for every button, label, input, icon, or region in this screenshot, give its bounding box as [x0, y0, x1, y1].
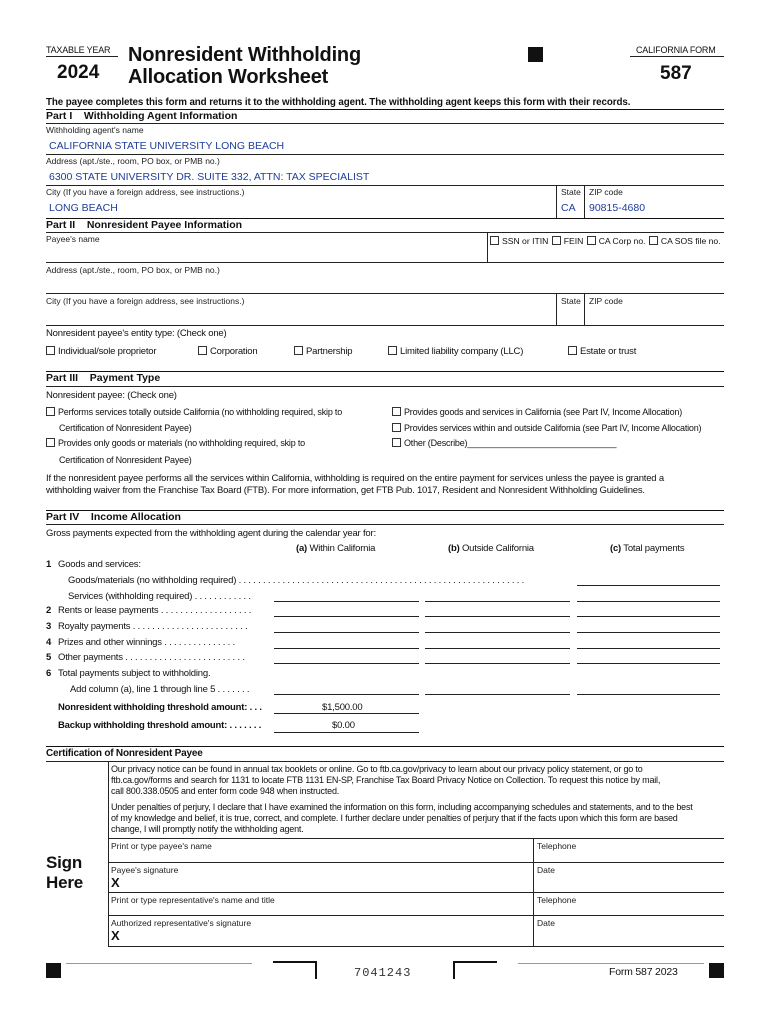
- fein-label: FEIN: [563, 236, 584, 246]
- payee-print-name-field[interactable]: [111, 851, 531, 861]
- line4-col-c-field[interactable]: [577, 648, 720, 649]
- registration-mark: [528, 47, 543, 62]
- sig-row-rule: [108, 915, 724, 916]
- agent-address-field[interactable]: 6300 STATE UNIVERSITY DR. SUITE 332, ATTN: TAX SPECIALIST: [49, 171, 370, 183]
- payment-opt-within-outside-label: Provides services within and outside California (see Part IV, Income Allocation): [404, 423, 702, 433]
- line4-label: Prizes and other winnings . . . . . . . . . . . . . . .: [58, 637, 235, 648]
- entity-individual[interactable]: [46, 346, 156, 357]
- document-code: 7041243: [354, 966, 412, 980]
- payee-address-label: Address (apt./ste., room, PO box, or PMB no.): [46, 265, 220, 275]
- line4-col-a-field[interactable]: [274, 648, 419, 649]
- rep-signature-label: Authorized representative's signature: [111, 918, 252, 928]
- line5-num: 5: [46, 652, 52, 663]
- rep-signature-x[interactable]: X: [111, 928, 120, 943]
- sig-bottom-rule: [108, 946, 724, 947]
- line5-col-a-field[interactable]: [274, 663, 419, 664]
- sig-row-rule: [108, 892, 724, 893]
- state-divider: [556, 185, 557, 218]
- line6-col-b-field[interactable]: [425, 694, 570, 695]
- part3-note-line1: If the nonresident payee performs all the services within California, withholding is required on the entire payment for services unless the payee is granted a: [46, 473, 664, 484]
- col-c-header: (c) Total payments: [610, 543, 685, 554]
- corner-mark-left: [273, 961, 317, 979]
- entity-estate[interactable]: [568, 346, 636, 357]
- agent-city-label: City (If you have a foreign address, see instructions.): [46, 187, 245, 197]
- sig-row-rule: [108, 862, 724, 863]
- line5-col-b-field[interactable]: [425, 663, 570, 664]
- line2-label: Rents or lease payments . . . . . . . . . . . . . . . . . . .: [58, 605, 252, 616]
- entity-llc[interactable]: [388, 346, 523, 357]
- line2-col-a-field[interactable]: [274, 616, 419, 617]
- perjury-text-2: of my knowledge and belief, it is true, correct, and complete. I further declare under penalties of perjury that if the facts upon which this form are based: [111, 813, 678, 823]
- form-footer-id: Form 587 2023: [609, 966, 678, 978]
- payment-opt-goods-cont: Certification of Nonresident Payee): [59, 455, 192, 465]
- perjury-text-1: Under penalties of perjury, I declare that I have examined the information on this form, including accompanying schedules and statements, and to the best: [111, 802, 693, 812]
- ca-sos-label: CA SOS file no.: [660, 236, 721, 246]
- registration-mark-bottom-right: [709, 963, 724, 978]
- line1b-col-b-field[interactable]: [425, 601, 570, 602]
- line3-col-c-field[interactable]: [577, 632, 720, 633]
- backup-threshold-value: $0.00: [332, 720, 355, 731]
- payee-print-name-label: Print or type payee's name: [111, 841, 212, 851]
- agent-name-label: Withholding agent's name: [46, 125, 144, 135]
- line1b-col-c-field[interactable]: [577, 601, 720, 602]
- agent-zip-label: ZIP code: [589, 187, 623, 197]
- agent-zip-field[interactable]: 90815-4680: [589, 202, 646, 214]
- line3-col-a-field[interactable]: [274, 632, 419, 633]
- agent-name-field[interactable]: CALIFORNIA STATE UNIVERSITY LONG BEACH: [49, 140, 285, 152]
- entity-individual-label: Individual/sole proprietor: [58, 346, 157, 357]
- rep-telephone-label: Telephone: [537, 895, 577, 905]
- entity-llc-label: Limited liability company (LLC): [400, 346, 524, 357]
- ca-corp-label: CA Corp no.: [598, 236, 646, 246]
- privacy-text-3: call 800.338.0505 and enter form code 948 when instructed.: [111, 786, 340, 796]
- line2-num: 2: [46, 605, 52, 616]
- footer-rule-right: [518, 963, 704, 964]
- cert-title: Certification of Nonresident Payee: [46, 748, 203, 759]
- corner-mark-right: [453, 961, 497, 979]
- part1-rule: [46, 123, 724, 124]
- id-divider: [487, 232, 488, 262]
- line2-col-c-field[interactable]: [577, 616, 720, 617]
- entity-partnership[interactable]: [294, 346, 352, 357]
- agent-city-field[interactable]: LONG BEACH: [49, 202, 118, 214]
- header-divider-right: [630, 56, 724, 57]
- nonres-threshold-value: $1,500.00: [322, 702, 363, 713]
- taxable-year-label: TAXABLE YEAR: [46, 45, 111, 55]
- payment-opt-within-outside[interactable]: [392, 423, 701, 433]
- line1-label: Goods and services:: [58, 559, 141, 570]
- ssn-checkbox[interactable]: [490, 236, 548, 246]
- payee-state-divider: [556, 293, 557, 325]
- header-divider: [46, 56, 118, 57]
- nonres-threshold-label: Nonresident withholding threshold amount: . . .: [58, 702, 262, 713]
- part4-title: Part IV Income Allocation: [46, 511, 181, 523]
- payment-opt-outside-label: Performs services totally outside California (no withholding required, skip to: [58, 407, 343, 417]
- payee-check-label: Nonresident payee: (Check one): [46, 390, 177, 401]
- entity-corporation-label: Corporation: [210, 346, 258, 357]
- cert-left-divider: [108, 761, 109, 946]
- perjury-text-3: change, I will promptly notify the withholding agent.: [111, 824, 304, 834]
- part3-title: Part III Payment Type: [46, 372, 161, 384]
- agent-state-field[interactable]: CA: [561, 202, 576, 214]
- cert-rule: [46, 761, 724, 762]
- ssn-label: SSN or ITIN: [502, 236, 549, 246]
- agent-address-label: Address (apt./ste., room, PO box, or PMB no.): [46, 156, 220, 166]
- cert-top-rule: [46, 746, 724, 747]
- line1-num: 1: [46, 559, 52, 570]
- form-instructions: The payee completes this form and returns it to the withholding agent. The withholding agent keeps this form with their records.: [46, 97, 631, 108]
- col-b-header: (b) Outside California: [448, 543, 534, 554]
- payee-zip-divider: [584, 293, 585, 325]
- line6-label: Total payments subject to withholding.: [58, 668, 211, 679]
- payee-name-label: Payee's name: [46, 234, 100, 244]
- privacy-text-2: ftb.ca.gov/forms and search for 1131 to locate FTB 1131 EN-SP, Franchise Tax Board Privacy Notice on Collection. To request this notice by mail,: [111, 775, 661, 785]
- part4-rule: [46, 524, 724, 525]
- backup-threshold-label: Backup withholding threshold amount: . . . . . . .: [58, 720, 262, 731]
- fein-checkbox[interactable]: [551, 236, 584, 246]
- payment-opt-other-label: Other (Describe)_______________________________: [404, 438, 617, 448]
- payment-opt-goods-label: Provides only goods or materials (no withholding required, skip to: [58, 438, 305, 448]
- line1b-col-a-field[interactable]: [274, 601, 419, 602]
- form-title-line1: Nonresident Withholding: [128, 44, 361, 66]
- line6-label-cont: Add column (a), line 1 through line 5 . . . . . . .: [70, 684, 250, 695]
- registration-mark-bottom-left: [46, 963, 61, 978]
- line1a-label: Goods/materials (no withholding required) . . . . . . . . . . . . . . . . . . . . . . . . . . . . . . . . . . . . . . . . . . . . . . . . . . . . . . . . . . .: [68, 575, 525, 586]
- backup-threshold-underline: [274, 732, 419, 733]
- part2-row-rule: [46, 262, 724, 263]
- payee-signature-x[interactable]: X: [111, 875, 120, 890]
- privacy-text-1: Our privacy notice can be found in annual tax booklets or online. Go to ftb.ca.gov/privacy to learn about our privacy policy statement, or go to: [111, 764, 643, 774]
- form-title-line2: Allocation Worksheet: [128, 66, 329, 88]
- payment-opt-outside-cont: Certification of Nonresident Payee): [59, 423, 192, 433]
- payee-date-label: Date: [537, 865, 555, 875]
- part1-title: Part I Withholding Agent Information: [46, 110, 238, 122]
- entity-type-label: Nonresident payee's entity type: (Check one): [46, 328, 227, 339]
- line6-col-c-field[interactable]: [577, 694, 720, 695]
- id-options: [490, 236, 721, 246]
- part4-intro: Gross payments expected from the withholding agent during the calendar year for:: [46, 528, 376, 539]
- form-number: 587: [660, 63, 692, 84]
- line3-num: 3: [46, 621, 52, 632]
- sign-label: Sign: [46, 853, 83, 872]
- payee-telephone-label: Telephone: [537, 841, 577, 851]
- payment-opt-outside[interactable]: [46, 407, 342, 417]
- part2-rule: [46, 232, 724, 233]
- payment-opt-other[interactable]: [392, 438, 616, 448]
- nonres-threshold-underline: [274, 713, 419, 714]
- part1-row-rule: [46, 154, 724, 155]
- part1-row-rule: [46, 185, 724, 186]
- zip-divider: [584, 185, 585, 218]
- footer-rule-left: [66, 963, 252, 964]
- payee-state-label: State: [561, 296, 581, 306]
- entity-partnership-label: Partnership: [306, 346, 353, 357]
- part2-row-rule: [46, 325, 724, 326]
- line5-label: Other payments . . . . . . . . . . . . . . . . . . . . . . . . .: [58, 652, 245, 663]
- line3-col-b-field[interactable]: [425, 632, 570, 633]
- sig-row-rule: [108, 838, 724, 839]
- line1b-label: Services (withholding required) . . . . . . . . . . . .: [68, 591, 251, 602]
- line1a-col-c-field[interactable]: [577, 585, 720, 586]
- line4-num: 4: [46, 637, 52, 648]
- col-a-header: (a) Within California: [296, 543, 376, 554]
- california-form-label: CALIFORNIA FORM: [636, 45, 716, 55]
- line5-col-c-field[interactable]: [577, 663, 720, 664]
- line4-col-b-field[interactable]: [425, 648, 570, 649]
- part3-note-line2: withholding waiver from the Franchise Tax Board (FTB). For more information, get FTB Pub. 1017, Resident and Nonresident Withholding Guidelines.: [46, 485, 645, 496]
- payment-opt-goods-services[interactable]: [392, 407, 682, 417]
- rep-date-label: Date: [537, 918, 555, 928]
- ca-sos-checkbox[interactable]: [648, 236, 721, 246]
- agent-state-label: State: [561, 187, 581, 197]
- here-label: Here: [46, 873, 84, 892]
- tax-year: 2024: [57, 62, 100, 83]
- entity-corporation[interactable]: [198, 346, 257, 357]
- line2-col-b-field[interactable]: [425, 616, 570, 617]
- rep-name-label: Print or type representative's name and title: [111, 895, 275, 905]
- payee-signature-label: Payee's signature: [111, 865, 179, 875]
- payee-zip-label: ZIP code: [589, 296, 623, 306]
- entity-estate-label: Estate or trust: [580, 346, 637, 357]
- line6-num: 6: [46, 668, 52, 679]
- line3-label: Royalty payments . . . . . . . . . . . . . . . . . . . . . . . .: [58, 621, 248, 632]
- payee-city-label: City (If you have a foreign address, see instructions.): [46, 296, 245, 306]
- payment-opt-goods-services-label: Provides goods and services in California (see Part IV, Income Allocation): [404, 407, 683, 417]
- payment-opt-goods[interactable]: [46, 438, 305, 448]
- ca-corp-checkbox[interactable]: [586, 236, 646, 246]
- part2-row-rule: [46, 293, 724, 294]
- line6-col-a-field[interactable]: [274, 694, 419, 695]
- part3-rule: [46, 386, 724, 387]
- part2-title: Part II Nonresident Payee Information: [46, 219, 243, 231]
